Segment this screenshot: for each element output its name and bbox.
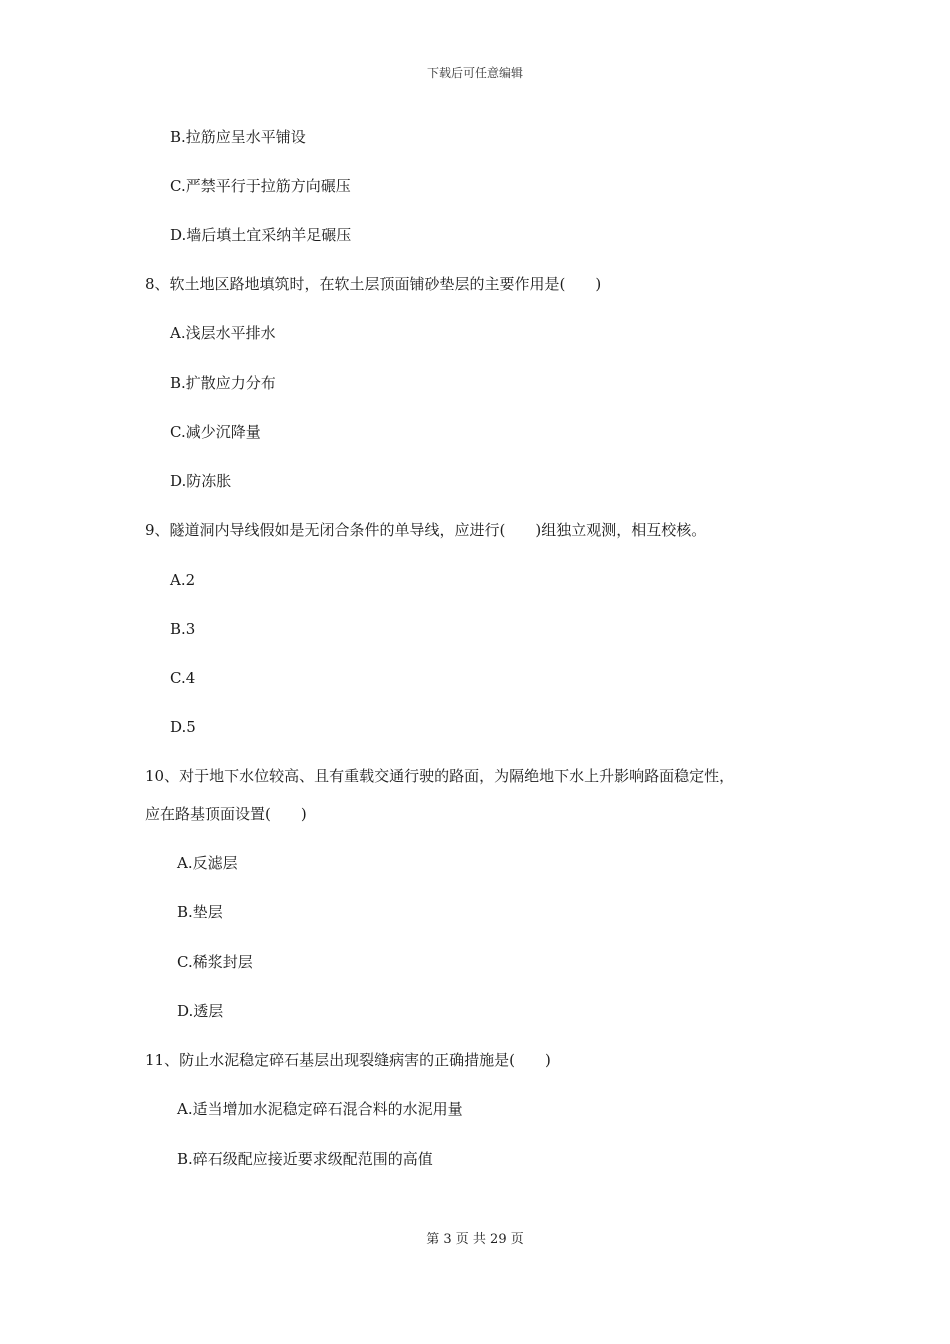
- option-8c: C.减少沉降量: [170, 423, 261, 441]
- option-7d: D.墙后填土宜采纳羊足碾压: [170, 226, 352, 244]
- option-11b: B.碎石级配应接近要求级配范围的高值: [177, 1150, 433, 1168]
- option-8a: A.浅层水平排水: [170, 324, 276, 342]
- page-header: 下载后可任意编辑: [426, 66, 523, 80]
- option-10d: D.透层: [177, 1002, 224, 1020]
- option-9c: C.4: [170, 669, 196, 687]
- option-7b: B.拉筋应呈水平铺设: [170, 128, 306, 146]
- option-10b: B.垫层: [177, 903, 223, 921]
- question-9: 9、隧道洞内导线假如是无闭合条件的单导线，应进行( )组独立观测，相互校核。: [145, 521, 707, 539]
- page-footer: 第 3 页 共 29 页: [426, 1232, 524, 1247]
- question-10-line1: 10、对于地下水位较高、且有重载交通行驶的路面，为隔绝地下水上升影响路面稳定性，: [145, 767, 735, 785]
- option-7c: C.严禁平行于拉筋方向碾压: [170, 177, 351, 195]
- option-10a: A.反滤层: [177, 854, 238, 872]
- question-11: 11、防止水泥稳定碎石基层出现裂缝病害的正确措施是( ): [145, 1051, 551, 1069]
- option-9b: B.3: [170, 620, 196, 638]
- option-11a: A.适当增加水泥稳定碎石混合料的水泥用量: [177, 1100, 463, 1118]
- option-10c: C.稀浆封层: [177, 953, 253, 971]
- option-8d: D.防冻胀: [170, 472, 232, 490]
- option-8b: B.扩散应力分布: [170, 374, 276, 392]
- option-9a: A.2: [170, 571, 196, 589]
- question-10-line2: 应在路基顶面设置( ): [145, 805, 307, 823]
- question-8: 8、软土地区路地填筑时，在软土层顶面铺砂垫层的主要作用是( ): [145, 275, 602, 293]
- option-9d: D.5: [170, 718, 196, 736]
